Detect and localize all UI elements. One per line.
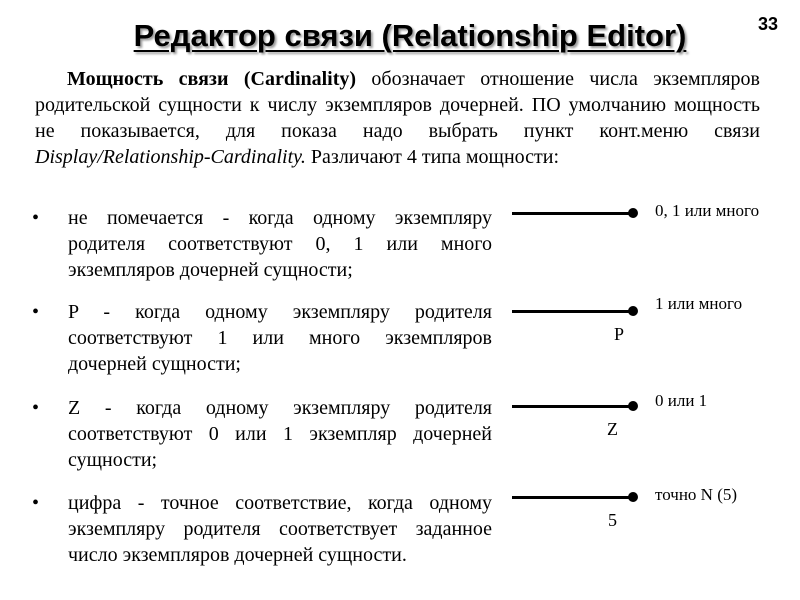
relationship-line <box>512 496 632 499</box>
bullet-icon: • <box>32 301 40 323</box>
notation-letter-z: Z <box>607 419 618 439</box>
list-item-text: P - когда одному экземпляру родителя соответствуют 1 или много экземпляров дочерней сущности; <box>68 301 492 375</box>
list-item-z <box>32 395 492 473</box>
list-item-p <box>32 299 492 377</box>
relationship-dot-icon <box>628 208 638 218</box>
bullet-icon: • <box>32 492 40 514</box>
intro-text-2: Различают 4 типа мощности: <box>305 146 560 168</box>
notation-unmarked <box>512 204 642 244</box>
notation-caption-z: 0 или 1 <box>655 391 708 410</box>
notation-p <box>512 302 642 342</box>
notation-number <box>512 488 642 528</box>
list-item-unmarked <box>32 205 492 283</box>
list-item-number <box>32 490 492 568</box>
menu-path: Display/Relationship-Cardinality. <box>35 146 306 168</box>
intro-paragraph <box>35 66 760 170</box>
relationship-dot-icon <box>628 401 638 411</box>
intro-text-1: обозначает отношение числа экземпляров родительской сущности к числу экземпляров дочерней. ПО умолчанию мощность не показывается, для показа надо выбрать пункт конт.меню связи <box>35 68 760 142</box>
notation-letter-number: 5 <box>608 510 617 530</box>
bullet-icon: • <box>32 397 40 419</box>
notation-caption-number: точно N (5) <box>655 485 738 504</box>
page-number: 33 <box>757 14 778 34</box>
cardinality-types-list <box>32 205 492 584</box>
slide-title: Редактор связи (Relationship Editor) <box>133 18 687 53</box>
relationship-dot-icon <box>628 306 638 316</box>
relationship-dot-icon <box>628 492 638 502</box>
relationship-line <box>512 405 632 408</box>
notation-z <box>512 397 642 437</box>
list-item-text: не помечается - когда одному экземпляру родителя соответствуют 0, 1 или много экземпляров дочерней сущности; <box>68 207 492 281</box>
notation-letter-p: P <box>614 324 625 344</box>
notation-caption-unmarked: 0, 1 или много <box>655 201 760 220</box>
notation-caption-p: 1 или много <box>655 294 743 313</box>
cardinality-term: Мощность связи (Cardinality) <box>67 68 357 90</box>
bullet-icon: • <box>32 207 40 229</box>
list-item-text: Z - когда одному экземпляру родителя соответствуют 0 или 1 экземпляр дочерней сущности; <box>68 397 492 471</box>
relationship-line <box>512 310 632 313</box>
relationship-line <box>512 212 632 215</box>
list-item-text: цифра - точное соответствие, когда одному экземпляру родителя соответствует заданное число экземпляров дочерней сущности. <box>68 492 492 566</box>
